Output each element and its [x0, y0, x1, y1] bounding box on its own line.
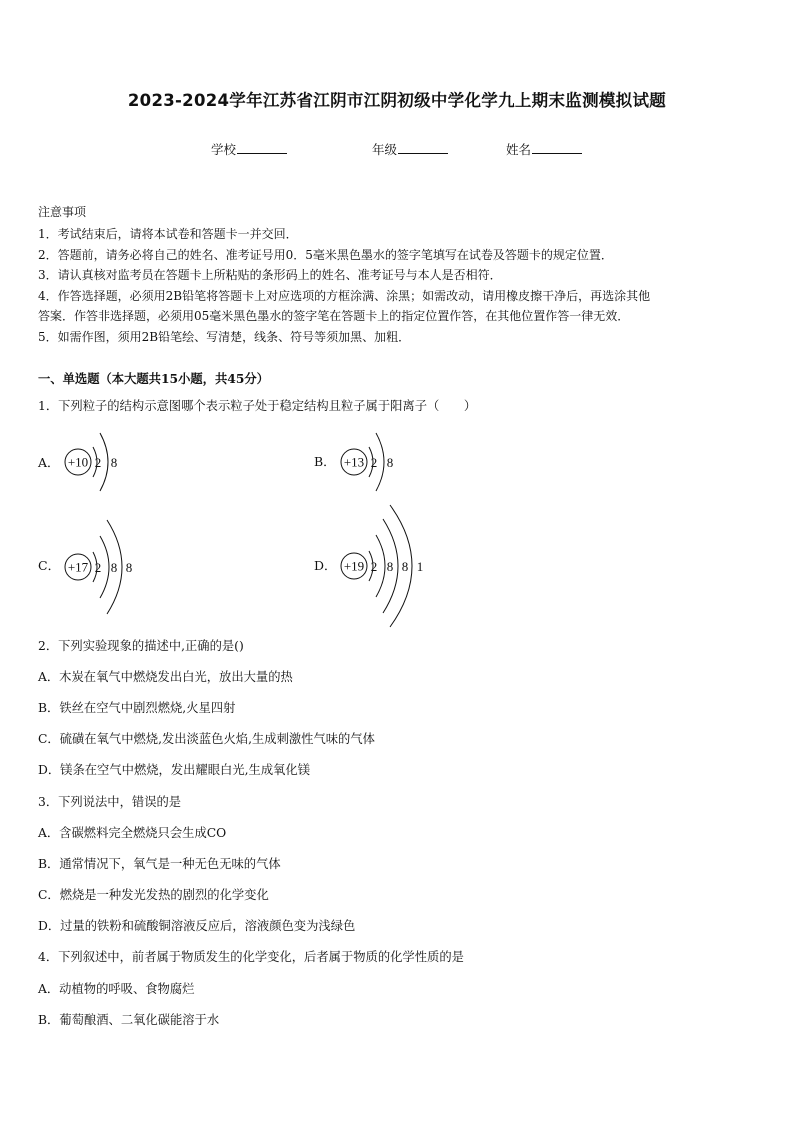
grade-field — [372, 140, 448, 158]
grade-blank — [398, 141, 448, 154]
electron-shell-arc — [100, 536, 109, 598]
name-field — [506, 140, 582, 158]
nucleus-charge: +13 — [343, 454, 365, 470]
atom-diagram-d — [338, 503, 448, 633]
option-d-label: D． — [314, 558, 337, 573]
shell-electron-count: 8 — [110, 560, 118, 575]
section-heading: 一、单选题（本大题共15小题，共45分） — [38, 371, 269, 386]
name-blank — [532, 141, 582, 154]
question-1-stem: 1．下列粒子的结构示意图哪个表示粒子处于稳定结构且粒子属于阳离子（ ） — [38, 399, 477, 413]
shell-electron-count: 8 — [110, 455, 118, 470]
shell-electron-count: 8 — [125, 560, 133, 575]
note-item: 答案．作答非选择题，必须用05毫米黑色墨水的签字笔在答题卡上的指定位置作答，在其他位置作答一律无效． — [38, 309, 630, 323]
name-label: 姓名 — [506, 142, 532, 157]
note-item: 1．考试结束后，请将本试卷和答题卡一并交回． — [38, 227, 298, 241]
question-2-option: B．铁丝在空气中剧烈燃烧,火星四射 — [38, 701, 236, 715]
shell-electron-count: 1 — [416, 559, 424, 574]
option-c-label: C． — [38, 558, 61, 573]
school-field — [211, 140, 287, 158]
shell-electron-count: 2 — [94, 560, 102, 575]
shell-electron-count: 2 — [370, 455, 378, 470]
question-4-stem: 4．下列叙述中，前者属于物质发生的化学变化，后者属于物质的化学性质的是 — [38, 950, 464, 964]
nucleus-charge: +19 — [343, 558, 365, 574]
question-3-option: A．含碳燃料完全燃烧只会生成CO — [38, 826, 227, 840]
question-3-option: B．通常情况下，氧气是一种无色无味的气体 — [38, 857, 281, 871]
question-3-option: C．燃烧是一种发光发热的剧烈的化学变化 — [38, 888, 269, 902]
question-3-stem: 3．下列说法中，错误的是 — [38, 795, 182, 809]
question-2-option: C．硫磺在氧气中燃烧,发出淡蓝色火焰,生成刺激性气味的气体 — [38, 732, 375, 746]
option-a-label: A． — [38, 455, 60, 470]
school-blank — [237, 141, 287, 154]
grade-label: 年级 — [372, 142, 398, 157]
note-item: 5．如需作图，须用2B铅笔绘、写清楚，线条、符号等须加黑、加粗． — [38, 330, 411, 344]
shell-electron-count: 2 — [94, 455, 102, 470]
nucleus-charge: +10 — [67, 454, 89, 470]
question-2-option: D．镁条在空气中燃烧，发出耀眼白光,生成氧化镁 — [38, 763, 311, 777]
note-item: 2．答题前，请务必将自己的姓名、准考证号用0．5毫米黑色墨水的签字笔填写在试卷及答题卡的规定位置． — [38, 248, 613, 262]
question-4-option: A．动植物的呼吸、食物腐烂 — [38, 982, 195, 996]
atom-diagram-c — [62, 514, 162, 624]
electron-shell-arc — [376, 535, 385, 597]
notes-heading: 注意事项 — [38, 205, 87, 219]
question-2-option: A．木炭在氧气中燃烧发出白光，放出大量的热 — [38, 670, 293, 684]
shell-electron-count: 2 — [370, 559, 378, 574]
shell-electron-count: 8 — [401, 559, 409, 574]
question-3-option: D．过量的铁粉和硫酸铜溶液反应后，溶液颜色变为浅绿色 — [38, 919, 356, 933]
page-title: 2023-2024学年江苏省江阴市江阴初级中学化学九上期末监测模拟试题 — [127, 91, 667, 110]
atom-diagram-b — [338, 420, 408, 510]
note-item: 3．请认真核对监考员在答题卡上所粘贴的条形码上的姓名、准考证号与本人是否相符． — [38, 268, 502, 282]
nucleus-charge: +17 — [67, 559, 89, 575]
option-b-label: B． — [314, 454, 336, 469]
question-2-stem: 2．下列实验现象的描述中,正确的是() — [38, 639, 244, 653]
shell-electron-count: 8 — [386, 455, 394, 470]
school-label: 学校 — [211, 142, 237, 157]
question-4-option: B．葡萄酿酒、二氧化碳能溶于水 — [38, 1013, 220, 1027]
note-item: 4．作答选择题，必须用2B铅笔将答题卡上对应选项的方框涂满、涂黑；如需改动，请用橡皮擦干净后，再选涂其他 — [38, 289, 651, 303]
atom-diagram-a — [62, 420, 132, 510]
shell-electron-count: 8 — [386, 559, 394, 574]
